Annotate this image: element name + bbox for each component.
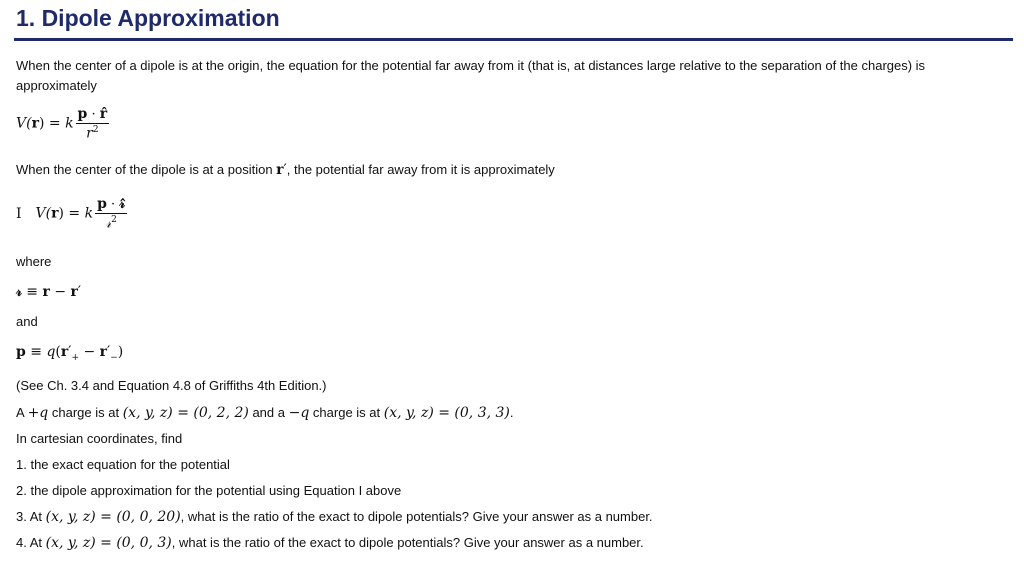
eq2-k: k bbox=[84, 205, 94, 222]
charges-t5: . bbox=[509, 405, 514, 420]
charges-plus-q: +q bbox=[27, 405, 49, 421]
def1-equiv: ≡ bbox=[21, 284, 43, 300]
eq2-p: p bbox=[97, 196, 107, 212]
eq2-denominator bbox=[95, 214, 127, 231]
def2-r-minus: r bbox=[99, 344, 108, 360]
charges-t1: A bbox=[16, 405, 28, 420]
definition-dipole-moment bbox=[16, 344, 123, 363]
def1-prime: ′ bbox=[77, 284, 82, 300]
eq2-fraction bbox=[95, 196, 127, 231]
eq1-denominator bbox=[76, 124, 110, 141]
eq2-script-r-hat: 𝓇̂ bbox=[119, 196, 126, 212]
def2-prime2: ′ bbox=[107, 344, 111, 360]
charges-t3: and a bbox=[248, 405, 289, 420]
eq1-r: r bbox=[86, 125, 93, 142]
charges-t2: charge is at bbox=[48, 405, 123, 420]
eq1-fraction bbox=[76, 106, 110, 141]
eq1-lhs-vec: r bbox=[31, 115, 39, 132]
title-underline bbox=[14, 38, 1013, 41]
charges-coords1: (x, y, z) = (0, 2, 2) bbox=[122, 405, 249, 421]
reference-note: (See Ch. 3.4 and Equation 4.8 of Griffiths 4th Edition.) bbox=[16, 378, 327, 393]
eq2-lhs-vec: r bbox=[51, 205, 59, 222]
item4-coords: (x, y, z) = (0, 0, 3) bbox=[45, 535, 172, 551]
charge-positions bbox=[16, 403, 514, 423]
eq1-dot: · bbox=[87, 107, 100, 122]
eq1-p: p bbox=[77, 106, 88, 122]
eq1-numerator bbox=[76, 106, 110, 124]
eq1-exp: 2 bbox=[92, 125, 99, 135]
item4-prefix: 4. At bbox=[16, 535, 46, 550]
eq2-dot: · bbox=[106, 197, 120, 212]
shifted-vec: r bbox=[276, 162, 284, 178]
definition-separation-vector bbox=[16, 284, 81, 300]
item4-question: , what is the ratio of the exact to dipole potentials? Give your answer as a number. bbox=[171, 535, 644, 550]
charges-minus-q: −q bbox=[288, 405, 310, 421]
item3-prefix: 3. At bbox=[16, 509, 46, 524]
task-item-4 bbox=[16, 533, 644, 553]
shifted-prime: ′ bbox=[283, 162, 287, 178]
item3-coords: (x, y, z) = (0, 0, 20) bbox=[45, 509, 181, 525]
task-item-1: 1. the exact equation for the potential bbox=[16, 457, 230, 472]
page-title: 1. Dipole Approximation bbox=[16, 5, 280, 31]
intro-paragraph: When the center of a dipole is at the origin, the equation for the potential far away from it (that is, at distances large relative to the separation of the charges) is approximately bbox=[16, 58, 926, 93]
equation-I-shifted-dipole bbox=[16, 196, 129, 231]
task-item-3 bbox=[16, 507, 653, 527]
charges-t4: charge is at bbox=[309, 405, 384, 420]
shifted-dipole-text bbox=[16, 160, 555, 180]
eq2-numerator bbox=[95, 196, 127, 214]
eq2-exp: 2 bbox=[111, 215, 117, 225]
def1-rprime: r bbox=[70, 284, 78, 300]
def2-sub-minus: − bbox=[110, 352, 118, 363]
def2-equiv: ≡ bbox=[25, 344, 47, 360]
shifted-text-after: , the potential far away from it is approximately bbox=[286, 162, 555, 177]
def2-minus: − bbox=[79, 344, 100, 360]
def2-sub-plus: + bbox=[71, 352, 79, 363]
item3-question: , what is the ratio of the exact to dipole potentials? Give your answer as a number. bbox=[180, 509, 653, 524]
def1-script-r: 𝓇 bbox=[16, 284, 22, 300]
def2-p: p bbox=[16, 344, 26, 360]
def1-r: r bbox=[42, 284, 50, 300]
def2-open: ( bbox=[55, 344, 61, 360]
eq1-k: k bbox=[65, 115, 74, 132]
task-item-2: 2. the dipole approximation for the potential using Equation I above bbox=[16, 483, 402, 498]
eq2-lhs: V( bbox=[35, 205, 52, 222]
def1-minus: − bbox=[49, 284, 71, 300]
def2-prime1: ′ bbox=[68, 344, 72, 360]
equation-origin-dipole bbox=[16, 106, 111, 141]
def2-r-plus: r bbox=[60, 344, 69, 360]
eq1-lhs-end: ) = bbox=[38, 115, 66, 132]
def2-close: ) bbox=[117, 344, 124, 360]
find-instruction: In cartesian coordinates, find bbox=[16, 431, 183, 446]
eq1-lhs: V( bbox=[16, 115, 32, 132]
equation-label-I: I bbox=[16, 205, 22, 222]
shifted-text-before: When the center of the dipole is at a position bbox=[16, 162, 277, 177]
where-label: where bbox=[16, 254, 52, 269]
and-label: and bbox=[16, 314, 38, 329]
def2-q: q bbox=[46, 344, 56, 360]
charges-coords2: (x, y, z) = (0, 3, 3) bbox=[383, 405, 510, 421]
eq2-lhs-end: ) = bbox=[58, 205, 85, 222]
eq2-script-r: 𝓇 bbox=[105, 215, 112, 232]
eq1-rhat: r̂ bbox=[99, 106, 108, 122]
